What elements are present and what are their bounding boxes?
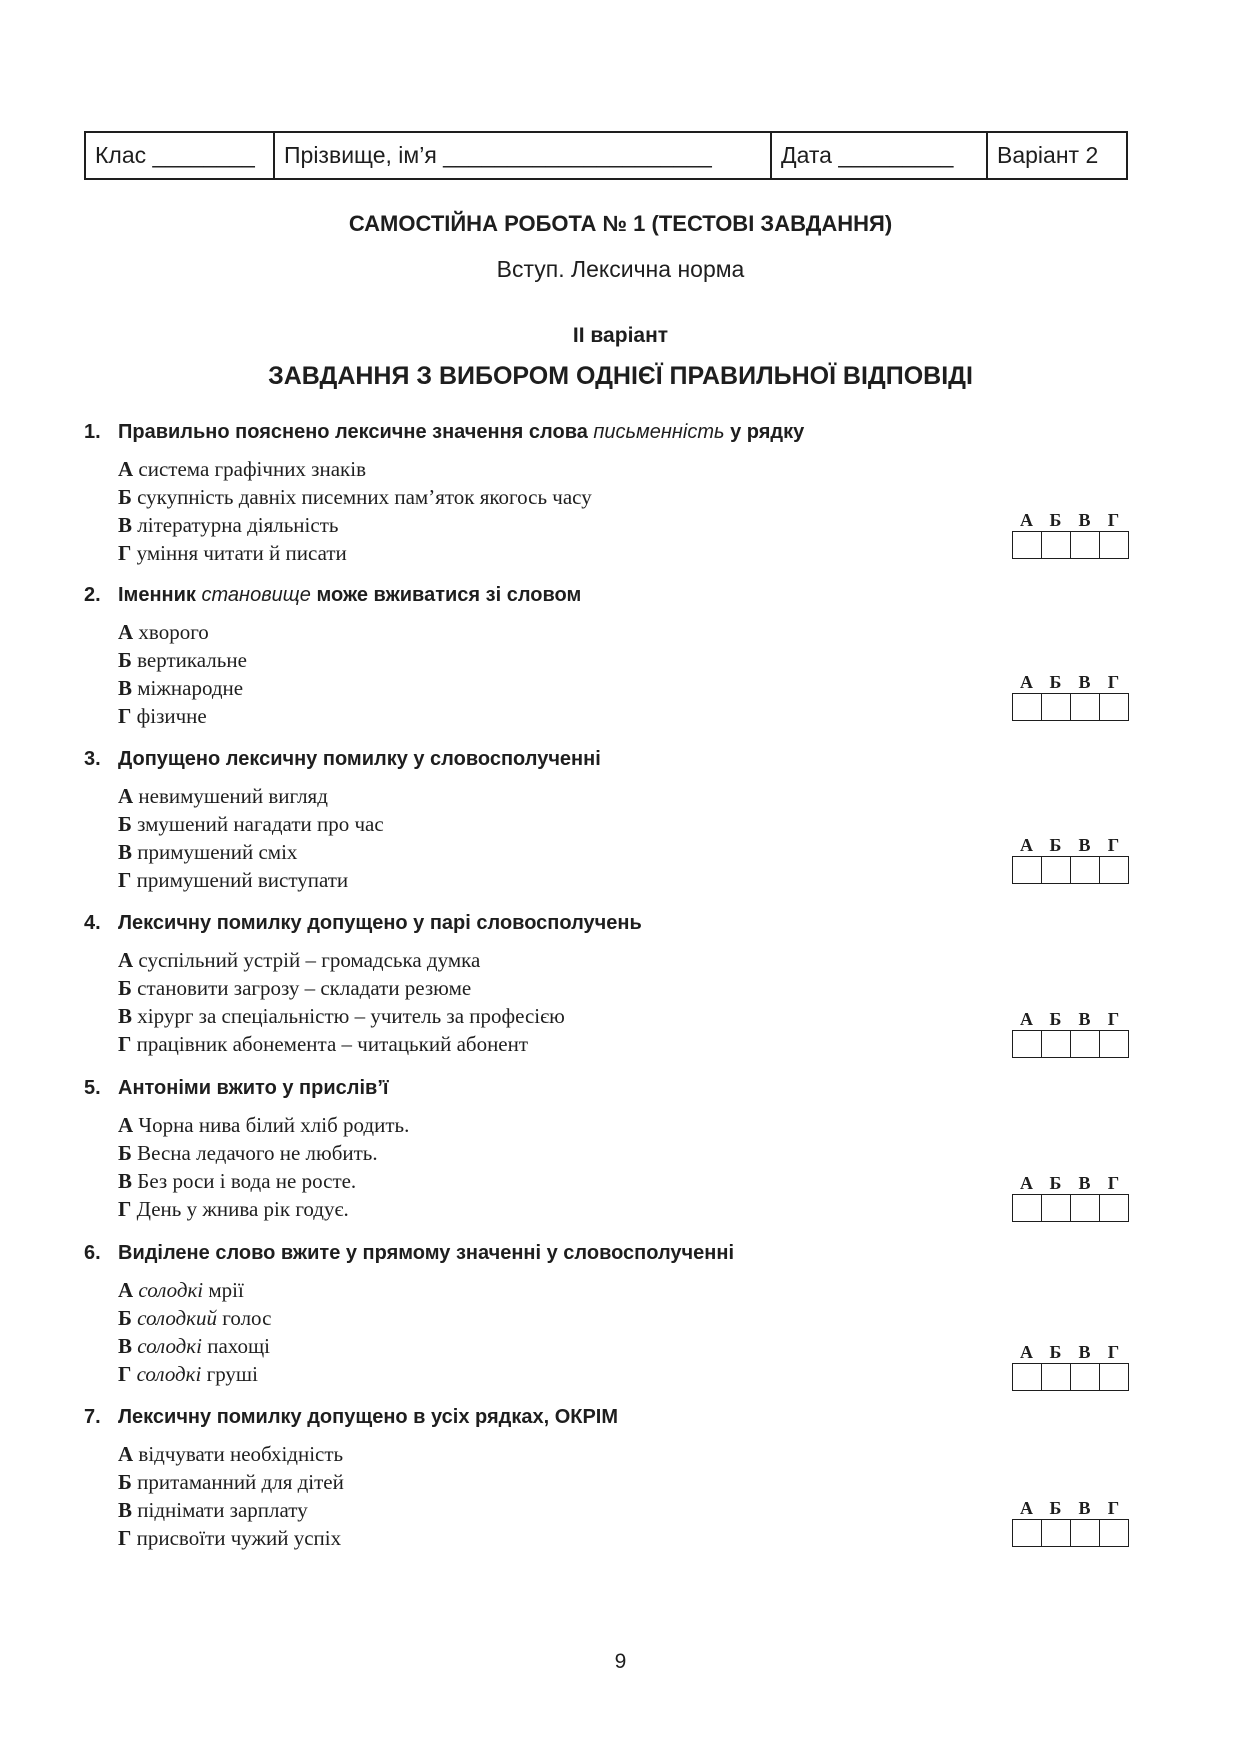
- question-stem: Правильно пояснено лексичне значення слова: [118, 421, 594, 443]
- answer-option: [118, 1195, 1134, 1223]
- question-6: [84, 1240, 1134, 1388]
- option-text: невимушений вигляд: [133, 784, 328, 808]
- answer-option: [118, 618, 1134, 646]
- answer-grid-letter: А: [1020, 1173, 1033, 1193]
- answer-options: [118, 1111, 1134, 1223]
- answer-option: [118, 838, 1134, 866]
- question-2: [84, 582, 1134, 730]
- answer-grid-letter: В: [1078, 835, 1091, 855]
- option-text: примушений сміх: [132, 840, 298, 864]
- answer-option: [118, 1360, 1134, 1388]
- answer-option: [118, 1332, 1134, 1360]
- answer-option: [118, 1030, 1134, 1058]
- option-letter: А: [118, 1113, 134, 1137]
- option-letter: Б: [118, 1141, 132, 1165]
- question-text: [84, 1240, 1134, 1266]
- option-text: груші: [201, 1362, 258, 1386]
- answer-option: [118, 539, 1134, 567]
- option-highlighted-word: солодкі: [133, 1278, 204, 1302]
- answer-grid-2: [1012, 671, 1129, 721]
- option-text: примушений виступати: [131, 868, 349, 892]
- option-text: сукупність давніх писемних пам’яток якогось часу: [131, 485, 592, 509]
- answer-checkbox[interactable]: [1071, 694, 1100, 720]
- answer-grid-4: [1012, 1008, 1129, 1058]
- question-keyword: письменність: [593, 421, 725, 443]
- question-text: [84, 1404, 1134, 1430]
- answer-checkbox[interactable]: [1013, 1031, 1042, 1057]
- section-title: ЗАВДАННЯ З ВИБОРОМ ОДНІЄЇ ПРАВИЛЬНОЇ ВІДПОВІДІ: [268, 362, 973, 390]
- option-letter: Г: [118, 704, 132, 728]
- question-5: [84, 1075, 1134, 1223]
- answer-checkbox[interactable]: [1100, 1031, 1128, 1057]
- question-stem-end: у рядку: [724, 421, 805, 443]
- question-text: [84, 910, 1134, 936]
- answer-checkbox[interactable]: [1013, 1195, 1042, 1221]
- answer-option: [118, 511, 1134, 539]
- question-text: [84, 1075, 1134, 1101]
- answer-checkbox[interactable]: [1042, 694, 1071, 720]
- question-stem: Виділене слово вжите у прямому значенні у словосполученні: [118, 1242, 734, 1264]
- answer-grid-letter: Г: [1107, 672, 1120, 692]
- option-letter: Г: [118, 541, 132, 565]
- answer-option: [118, 483, 1134, 511]
- answer-checkbox[interactable]: [1013, 1364, 1042, 1390]
- answer-checkbox[interactable]: [1071, 1195, 1100, 1221]
- option-letter: Г: [118, 1032, 132, 1056]
- answer-grid-letter: А: [1020, 510, 1033, 530]
- answer-options: [118, 1440, 1134, 1552]
- question-stem-end: може вживатися зі словом: [310, 584, 582, 606]
- option-letter: В: [118, 840, 133, 864]
- option-text: хірург за спеціальністю – учитель за професією: [132, 1004, 565, 1028]
- option-text: піднімати зарплату: [132, 1498, 308, 1522]
- option-letter: Б: [118, 648, 132, 672]
- page-number: 9: [614, 1650, 627, 1673]
- answer-grid-boxes: [1012, 1363, 1129, 1391]
- answer-grid-letter: Б: [1049, 510, 1062, 530]
- question-stem: Лексичну помилку допущено у парі словосполучень: [118, 912, 642, 934]
- answer-option: [118, 1468, 1134, 1496]
- option-letter: А: [118, 784, 134, 808]
- answer-checkbox[interactable]: [1042, 857, 1071, 883]
- option-highlighted-word: солодкі: [132, 1334, 202, 1358]
- question-4: [84, 910, 1134, 1058]
- answer-checkbox[interactable]: [1100, 1195, 1128, 1221]
- option-letter: А: [118, 620, 134, 644]
- answer-option: [118, 1304, 1134, 1332]
- name-field[interactable]: Прізвище, ім’я _____________________: [275, 133, 772, 178]
- option-text: суспільний устрій – громадська думка: [133, 948, 481, 972]
- option-letter: А: [118, 1278, 134, 1302]
- question-number: 7.: [84, 1406, 101, 1428]
- option-letter: Б: [118, 1306, 132, 1330]
- answer-grid-letter: В: [1078, 1173, 1091, 1193]
- question-keyword: становище: [201, 584, 311, 606]
- question-1: [84, 419, 1134, 567]
- option-letter: Б: [118, 976, 132, 1000]
- question-number: 1.: [84, 421, 101, 443]
- answer-grid-letter: А: [1020, 835, 1033, 855]
- answer-grid-boxes: [1012, 856, 1129, 884]
- answer-grid-letter: А: [1020, 1342, 1033, 1362]
- answer-grid-letter: В: [1078, 510, 1091, 530]
- work-title: САМОСТІЙНА РОБОТА № 1 (ТЕСТОВІ ЗАВДАННЯ): [348, 211, 893, 236]
- question-number: 4.: [84, 912, 101, 934]
- option-text: Чорна нива білий хліб родить.: [133, 1113, 410, 1137]
- student-info-table: [84, 131, 1128, 180]
- answer-grid-letters: [1012, 671, 1129, 693]
- answer-grid-letter: Б: [1049, 672, 1062, 692]
- question-stem: Антоніми вжито у прислів’ї: [118, 1077, 389, 1099]
- option-text: змушений нагадати про час: [131, 812, 384, 836]
- question-number: 3.: [84, 748, 101, 770]
- answer-grid-letter: Б: [1049, 835, 1062, 855]
- answer-checkbox[interactable]: [1100, 857, 1128, 883]
- answer-option: [118, 810, 1134, 838]
- option-text: відчувати необхідність: [133, 1442, 344, 1466]
- answer-checkbox[interactable]: [1042, 1195, 1071, 1221]
- option-letter: А: [118, 1442, 134, 1466]
- answer-checkbox[interactable]: [1100, 1364, 1128, 1390]
- answer-grid-letter: Б: [1049, 1173, 1062, 1193]
- answer-grid-letter: Г: [1107, 1342, 1120, 1362]
- option-highlighted-word: солодкий: [131, 1306, 217, 1330]
- answer-grid-letter: А: [1020, 1009, 1033, 1029]
- option-letter: Г: [118, 1526, 132, 1550]
- answer-option: [118, 1496, 1134, 1524]
- answer-option: [118, 866, 1134, 894]
- answer-options: [118, 946, 1134, 1058]
- topic-subtitle: Вступ. Лексична норма: [496, 256, 745, 282]
- answer-grid-letter: Б: [1049, 1009, 1062, 1029]
- answer-checkbox[interactable]: [1013, 1520, 1042, 1546]
- answer-options: [118, 618, 1134, 730]
- option-text: система графічних знаків: [133, 457, 366, 481]
- answer-grid-letter: Б: [1049, 1342, 1062, 1362]
- answer-checkbox[interactable]: [1071, 532, 1100, 558]
- option-letter: Б: [118, 485, 132, 509]
- answer-option: [118, 646, 1134, 674]
- answer-grid-boxes: [1012, 1030, 1129, 1058]
- answer-option: [118, 1276, 1134, 1304]
- answer-grid-letter: Б: [1049, 1498, 1062, 1518]
- answer-grid-letter: Г: [1107, 835, 1120, 855]
- option-letter: В: [118, 676, 133, 700]
- option-letter: В: [118, 1169, 133, 1193]
- option-letter: В: [118, 1498, 133, 1522]
- answer-grid-3: [1012, 834, 1129, 884]
- answer-grid-letter: В: [1078, 1498, 1091, 1518]
- answer-grid-letter: А: [1020, 672, 1033, 692]
- option-text: міжнародне: [132, 676, 244, 700]
- question-stem: Іменник: [118, 584, 202, 606]
- class-field[interactable]: Клас ________: [86, 133, 275, 178]
- option-text: працівник абонемента – читацький абонент: [131, 1032, 529, 1056]
- answer-grid-letter: В: [1078, 1009, 1091, 1029]
- answer-grid-1: [1012, 509, 1129, 559]
- option-text: Весна ледачого не любить.: [131, 1141, 378, 1165]
- answer-option: [118, 674, 1134, 702]
- answer-grid-letter: Г: [1107, 1498, 1120, 1518]
- answer-grid-letter: А: [1020, 1498, 1033, 1518]
- answer-grid-5: [1012, 1172, 1129, 1222]
- option-letter: Г: [118, 868, 132, 892]
- answer-grid-boxes: [1012, 531, 1129, 559]
- option-text: становити загрозу – складати резюме: [131, 976, 472, 1000]
- answer-grid-letter: Г: [1107, 510, 1120, 530]
- answer-grid-boxes: [1012, 693, 1129, 721]
- answer-checkbox[interactable]: [1071, 1031, 1100, 1057]
- option-text: голос: [217, 1306, 272, 1330]
- option-letter: А: [118, 457, 134, 481]
- answer-options: [118, 782, 1134, 894]
- answer-option: [118, 455, 1134, 483]
- answer-grid-letters: [1012, 1497, 1129, 1519]
- option-highlighted-word: солодкі: [131, 1362, 202, 1386]
- question-number: 6.: [84, 1242, 101, 1264]
- answer-grid-6: [1012, 1341, 1129, 1391]
- question-text: [84, 582, 1134, 608]
- answer-grid-letter: В: [1078, 1342, 1091, 1362]
- option-text: присвоїти чужий успіх: [131, 1526, 342, 1550]
- option-text: День у жнива рік годує.: [131, 1197, 349, 1221]
- answer-checkbox[interactable]: [1071, 1520, 1100, 1546]
- answer-checkbox[interactable]: [1042, 1364, 1071, 1390]
- answer-checkbox[interactable]: [1013, 532, 1042, 558]
- answer-grid-7: [1012, 1497, 1129, 1547]
- answer-option: [118, 782, 1134, 810]
- answer-grid-boxes: [1012, 1194, 1129, 1222]
- option-text: пахощі: [201, 1334, 270, 1358]
- option-letter: В: [118, 1004, 133, 1028]
- question-3: [84, 746, 1134, 894]
- answer-options: [118, 1276, 1134, 1388]
- option-text: уміння читати й писати: [131, 541, 347, 565]
- answer-grid-letters: [1012, 509, 1129, 531]
- answer-grid-letter: В: [1078, 672, 1091, 692]
- question-number: 5.: [84, 1077, 101, 1099]
- option-text: фізичне: [131, 704, 207, 728]
- option-text: мрії: [203, 1278, 244, 1302]
- option-letter: А: [118, 948, 134, 972]
- answer-grid-boxes: [1012, 1519, 1129, 1547]
- option-letter: В: [118, 513, 133, 537]
- answer-option: [118, 1524, 1134, 1552]
- answer-options: [118, 455, 1134, 567]
- question-stem: Допущено лексичну помилку у словосполученні: [118, 748, 601, 770]
- option-text: літературна діяльність: [132, 513, 339, 537]
- answer-option: [118, 1002, 1134, 1030]
- option-letter: Б: [118, 1470, 132, 1494]
- answer-checkbox[interactable]: [1100, 532, 1128, 558]
- answer-option: [118, 1139, 1134, 1167]
- answer-grid-letter: Г: [1107, 1173, 1120, 1193]
- answer-checkbox[interactable]: [1071, 1364, 1100, 1390]
- answer-option: [118, 1440, 1134, 1468]
- answer-checkbox[interactable]: [1042, 1031, 1071, 1057]
- answer-checkbox[interactable]: [1100, 694, 1128, 720]
- answer-grid-letters: [1012, 834, 1129, 856]
- option-letter: Б: [118, 812, 132, 836]
- answer-option: [118, 702, 1134, 730]
- answer-option: [118, 946, 1134, 974]
- answer-grid-letters: [1012, 1172, 1129, 1194]
- answer-grid-letters: [1012, 1341, 1129, 1363]
- variant-field: Варіант 2: [997, 142, 1099, 168]
- answer-checkbox[interactable]: [1013, 694, 1042, 720]
- question-7: [84, 1404, 1134, 1552]
- option-text: притаманний для дітей: [131, 1470, 344, 1494]
- option-letter: Г: [118, 1197, 132, 1221]
- question-text: [84, 746, 1134, 772]
- answer-grid-letter: Г: [1107, 1009, 1120, 1029]
- answer-checkbox[interactable]: [1100, 1520, 1128, 1546]
- option-text: хворого: [133, 620, 209, 644]
- answer-option: [118, 1111, 1134, 1139]
- answer-grid-letters: [1012, 1008, 1129, 1030]
- answer-checkbox[interactable]: [1071, 857, 1100, 883]
- option-letter: В: [118, 1334, 133, 1358]
- date-field[interactable]: Дата _________: [772, 133, 988, 178]
- option-text: Без роси і вода не росте.: [132, 1169, 357, 1193]
- variant-label: ІІ варіант: [572, 324, 669, 347]
- answer-checkbox[interactable]: [1042, 532, 1071, 558]
- option-text: вертикальне: [131, 648, 247, 672]
- question-text: [84, 419, 1134, 445]
- answer-checkbox[interactable]: [1042, 1520, 1071, 1546]
- answer-option: [118, 974, 1134, 1002]
- answer-checkbox[interactable]: [1013, 857, 1042, 883]
- question-number: 2.: [84, 584, 101, 606]
- answer-option: [118, 1167, 1134, 1195]
- question-stem: Лексичну помилку допущено в усіх рядках, ОКРІМ: [118, 1406, 619, 1428]
- option-letter: Г: [118, 1362, 132, 1386]
